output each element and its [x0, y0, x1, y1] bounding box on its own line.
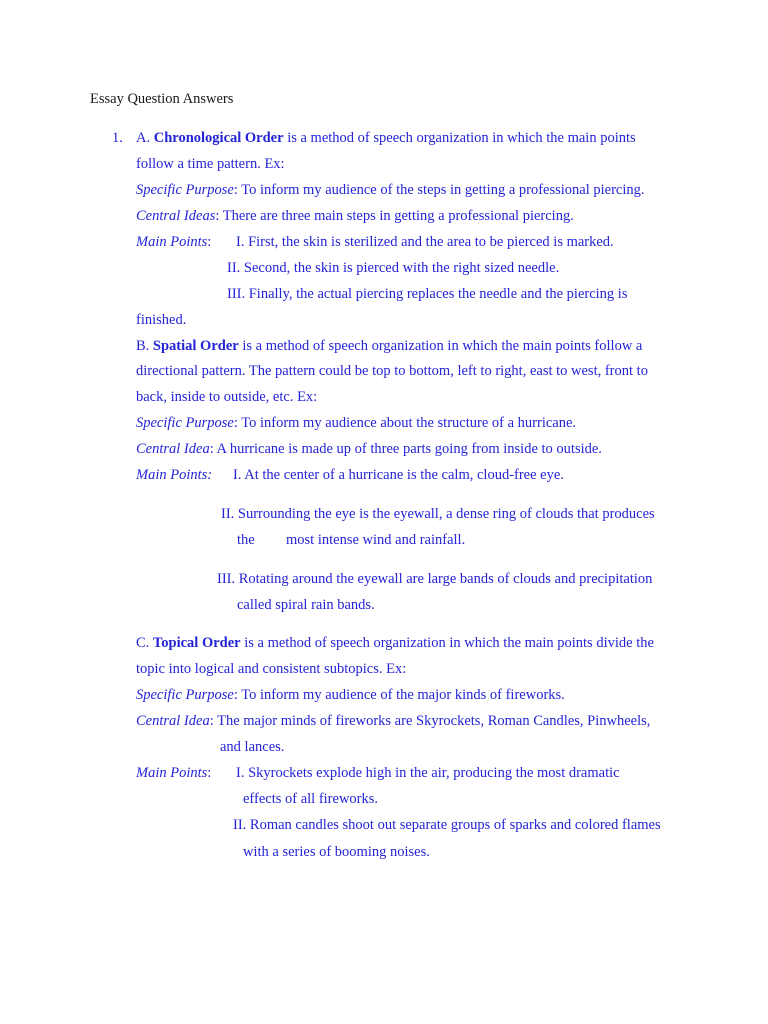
label: Specific Purpose: [136, 182, 234, 198]
section-a-point-3: III. Finally, the actual piercing replaces the needle and the piercing is: [227, 286, 628, 302]
value: : To inform my audience of the steps in getting a professional piercing.: [233, 182, 645, 198]
definition-text: is a method of speech organization in which the main points divide the: [240, 635, 654, 651]
section-a-main-points-label: [136, 233, 211, 251]
colon: :: [207, 765, 212, 781]
section-b-point-2: II. Surrounding the eye is the eyewall, a dense ring of clouds that produces: [221, 506, 655, 522]
section-b-point-2-continued-a: the: [237, 532, 255, 548]
section-c-central-idea-continued: and lances.: [220, 739, 285, 755]
section-b-definition-line-1: [136, 337, 642, 355]
section-letter: A.: [136, 130, 151, 146]
list-number: 1.: [112, 130, 123, 146]
section-c-point-1-continued: effects of all fireworks.: [243, 791, 379, 807]
section-b-specific-purpose: [136, 414, 576, 432]
section-a-point-1: I. First, the skin is sterilized and the area to be pierced is marked.: [236, 234, 614, 250]
section-b-central-idea: [136, 440, 602, 458]
colon: :: [207, 234, 212, 250]
value: : To inform my audience about the structure of a hurricane.: [233, 415, 577, 431]
definition-text: is a method of speech organization in which the main points follow a: [238, 338, 643, 354]
section-a-central-ideas: [136, 207, 574, 225]
term-topical-order: Topical Order: [152, 635, 241, 651]
label: Central Idea: [136, 713, 210, 729]
term-chronological-order: Chronological Order: [153, 130, 284, 146]
label: Specific Purpose: [136, 687, 234, 703]
section-c-point-2: II. Roman candles shoot out separate groups of sparks and colored flames: [233, 817, 661, 833]
section-letter: B.: [136, 338, 150, 354]
label: Central Idea: [136, 441, 210, 457]
section-b-point-3: III. Rotating around the eyewall are large bands of clouds and precipitation: [217, 571, 653, 587]
section-c-point-1: I. Skyrockets explode high in the air, producing the most dramatic: [236, 765, 620, 781]
label: Main Points: [136, 234, 208, 250]
section-b-main-points-label: Main Points:: [136, 467, 213, 483]
section-letter: C.: [136, 635, 150, 651]
section-b-point-2-continued-b: most intense wind and rainfall.: [286, 532, 466, 548]
section-a-definition-line-2: follow a time pattern. Ex:: [136, 156, 285, 172]
section-a-specific-purpose: [136, 181, 645, 199]
section-c-main-points-label: [136, 764, 211, 782]
value: : The major minds of fireworks are Skyrockets, Roman Candles, Pinwheels,: [209, 713, 651, 729]
document-title: Essay Question Answers: [90, 91, 234, 107]
section-a-definition-line-1: [136, 129, 636, 147]
label: Central Ideas: [136, 208, 216, 224]
section-b-point-1: I. At the center of a hurricane is the calm, cloud-free eye.: [233, 467, 564, 483]
value: : A hurricane is made up of three parts going from inside to outside.: [209, 441, 602, 457]
section-c-central-idea: [136, 712, 650, 730]
label: Main Points: [136, 765, 208, 781]
section-b-definition-line-3: back, inside to outside, etc. Ex:: [136, 389, 318, 405]
definition-text: is a method of speech organization in which the main points: [283, 130, 636, 146]
section-b-definition-line-2: directional pattern. The pattern could be top to bottom, left to right, east to west, front to: [136, 363, 648, 379]
section-a-point-3-continued: finished.: [136, 312, 187, 328]
section-c-definition-line-1: [136, 634, 654, 652]
value: : There are three main steps in getting a professional piercing.: [215, 208, 574, 224]
value: : To inform my audience of the major kinds of fireworks.: [233, 687, 565, 703]
section-c-definition-line-2: topic into logical and consistent subtopics. Ex:: [136, 661, 407, 677]
section-b-point-3-continued: called spiral rain bands.: [237, 597, 375, 613]
term-spatial-order: Spatial Order: [152, 338, 239, 354]
label: Specific Purpose: [136, 415, 234, 431]
section-a-point-2: II. Second, the skin is pierced with the right sized needle.: [227, 260, 560, 276]
section-c-point-2-continued: with a series of booming noises.: [243, 844, 430, 860]
section-c-specific-purpose: [136, 686, 565, 704]
